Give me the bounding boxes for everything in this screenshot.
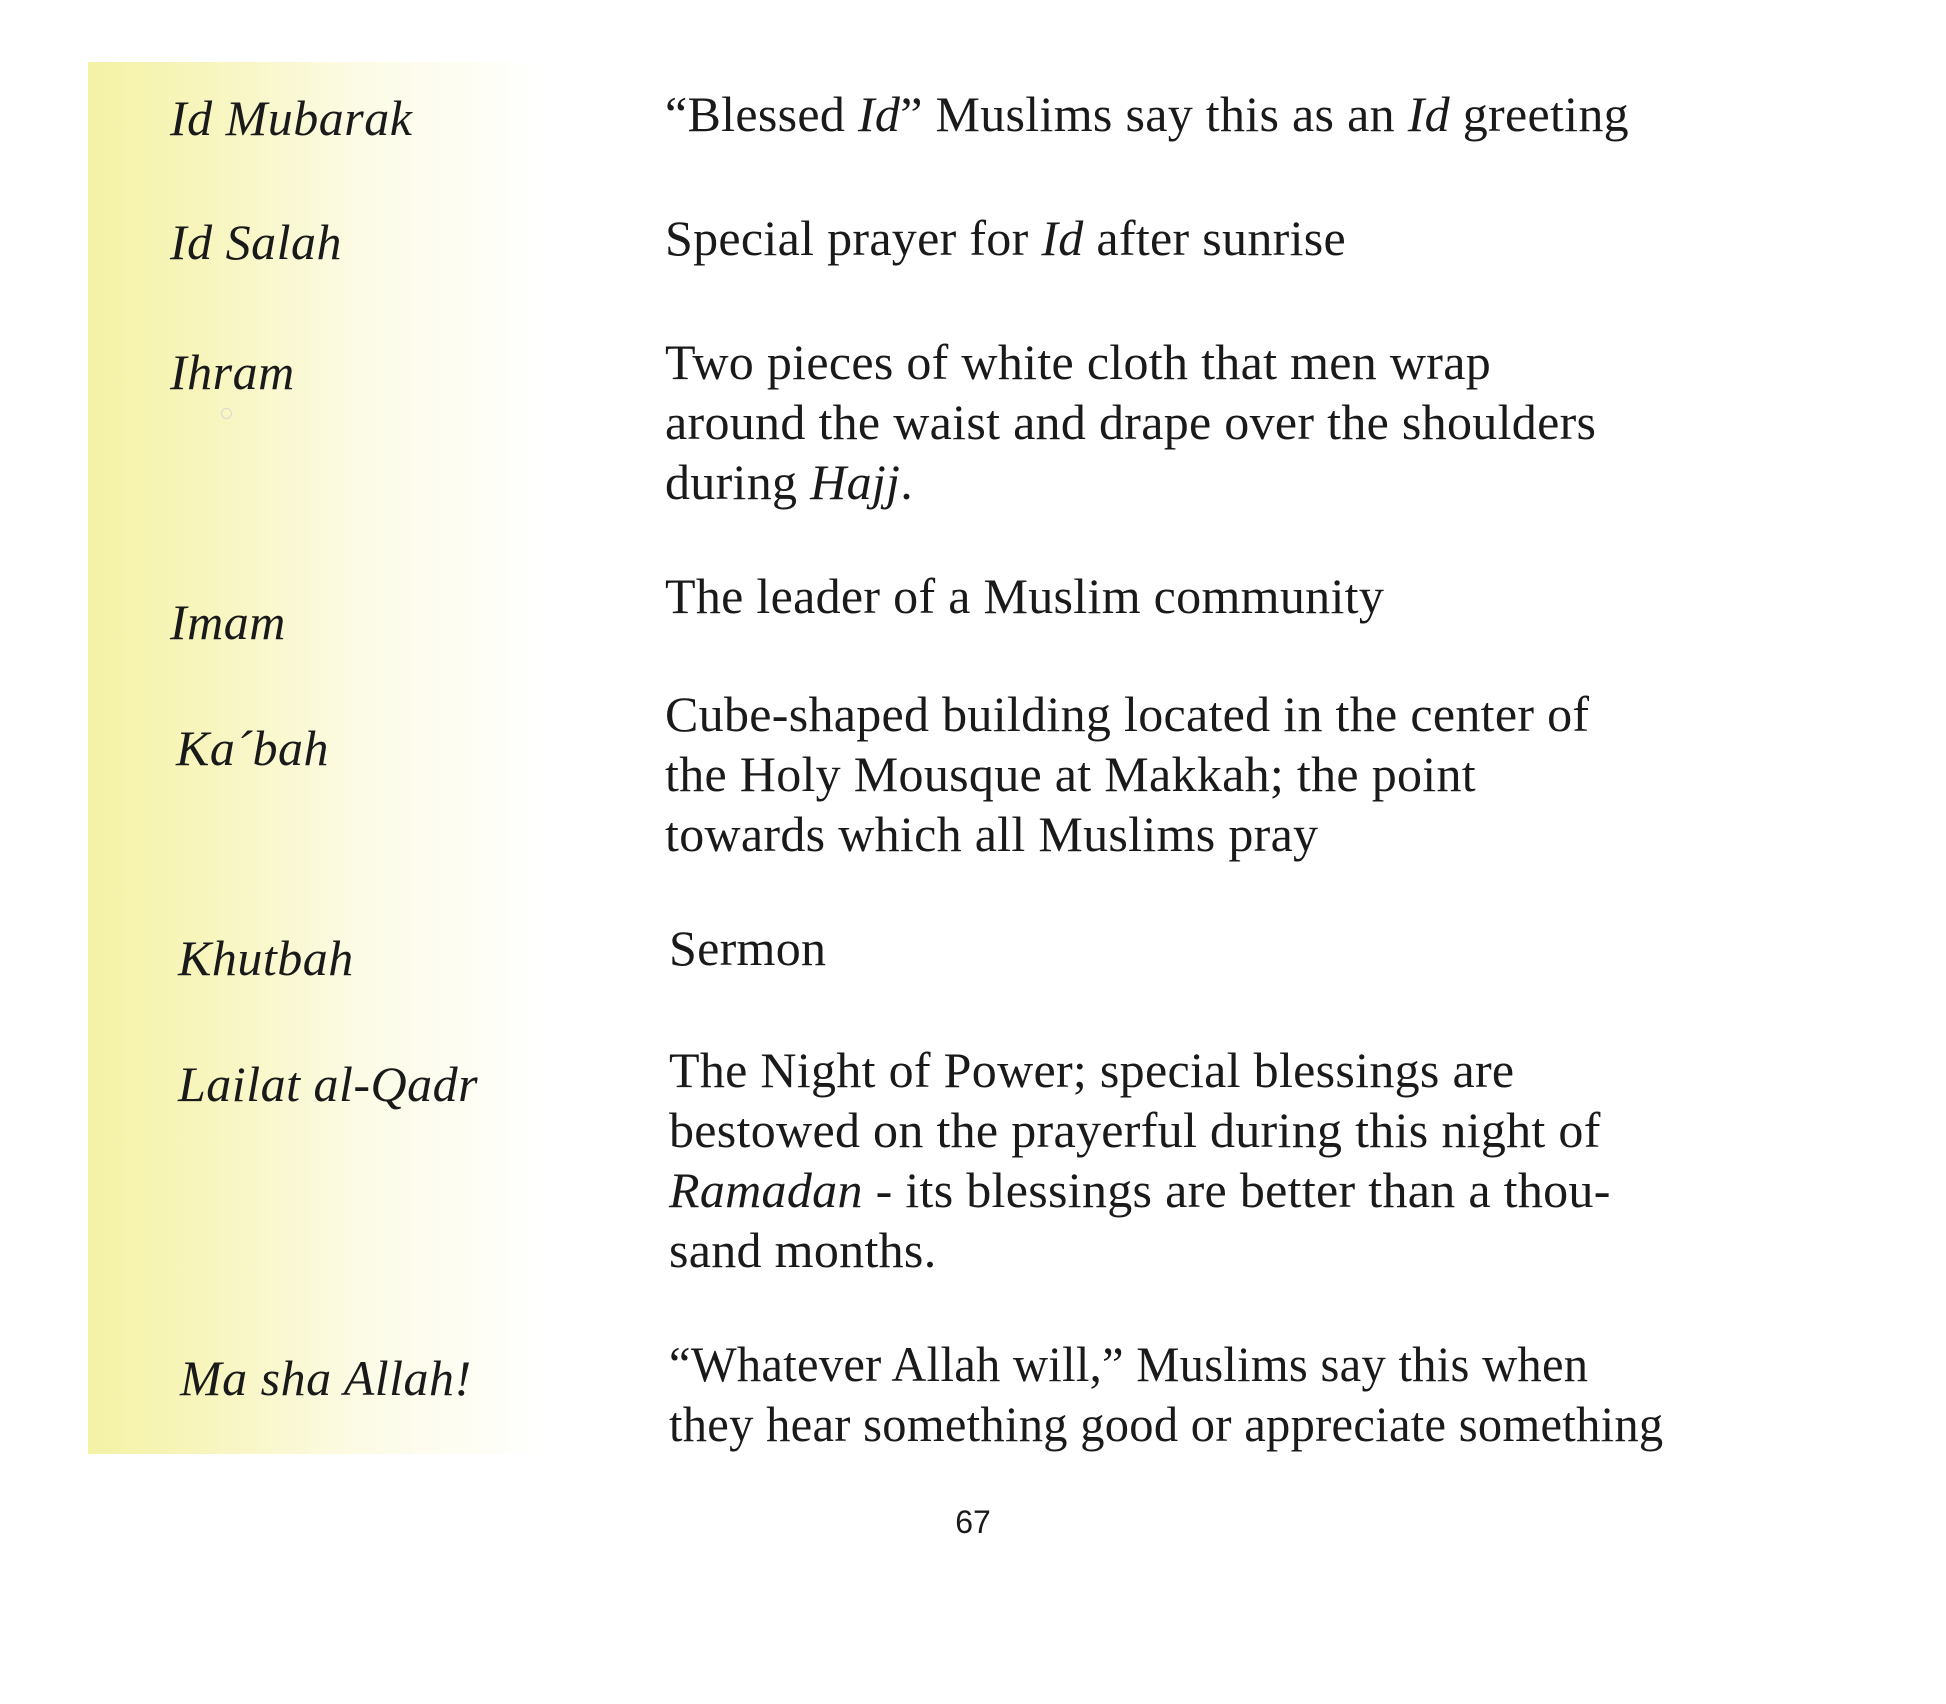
- glossary-term: Imam: [170, 594, 286, 650]
- definition-text: Cube-shaped building located in the center of: [665, 686, 1590, 742]
- definition-line: [665, 566, 1384, 626]
- glossary-definition: [665, 684, 1589, 864]
- definition-text: Sermon: [669, 920, 827, 976]
- glossary-term: Khutbah: [178, 930, 354, 986]
- italic-term: Id: [1041, 210, 1084, 266]
- glossary-term: Ihram: [170, 344, 295, 400]
- definition-line: [669, 1220, 1611, 1280]
- definition-line: [665, 332, 1596, 392]
- italic-term: Hajj: [810, 454, 901, 510]
- definition-text: the Holy Mousque at Makkah; the point: [665, 746, 1476, 802]
- definition-line: [669, 1394, 1663, 1454]
- glossary-definition: [665, 208, 1346, 268]
- definition-line: [669, 1334, 1663, 1394]
- definition-line: [669, 1040, 1611, 1100]
- definition-text: - its blessings are better than a thou-: [862, 1162, 1611, 1218]
- definition-line: [669, 1100, 1611, 1160]
- definition-text: sand months.: [669, 1222, 937, 1278]
- glossary-definition: [665, 84, 1629, 144]
- definition-line: [665, 84, 1629, 144]
- glossary-term: Id Salah: [170, 214, 343, 270]
- definition-text: after sunrise: [1083, 210, 1347, 266]
- definition-text: .: [900, 454, 914, 510]
- definition-line: [669, 1160, 1611, 1220]
- definition-text: during: [665, 454, 811, 510]
- italic-term: Id: [1407, 86, 1450, 142]
- definition-line: [665, 452, 1596, 512]
- italic-term: Id: [857, 86, 901, 142]
- glossary-term: Ma sha Allah!: [180, 1350, 472, 1406]
- glossary-definition: [669, 918, 826, 978]
- glossary-term: Lailat al-Qadr: [178, 1056, 479, 1112]
- definition-text: The leader of a Muslim community: [665, 568, 1385, 624]
- definition-text: Two pieces of white cloth that men wrap: [665, 334, 1492, 390]
- definition-text: they hear something good or appreciate something: [669, 1396, 1664, 1452]
- page-number: 67: [955, 1504, 991, 1540]
- definition-line: [669, 918, 826, 978]
- definition-text: ” Muslims say this as an: [900, 86, 1408, 142]
- glossary-term: Ka´bah: [176, 720, 329, 776]
- definition-line: [665, 392, 1596, 452]
- definition-line: [665, 804, 1589, 864]
- scan-speck: [221, 408, 232, 419]
- definition-text: greeting: [1449, 86, 1629, 142]
- glossary-definition: [669, 1334, 1663, 1454]
- definition-text: “Whatever Allah will,” Muslims say this when: [669, 1336, 1589, 1392]
- definition-line: [665, 684, 1589, 744]
- glossary-term: Id Mubarak: [170, 90, 413, 146]
- glossary-definition: [665, 566, 1384, 626]
- definition-text: “Blessed: [665, 86, 858, 142]
- definition-line: [665, 744, 1589, 804]
- glossary-definition: [665, 332, 1596, 512]
- definition-text: towards which all Muslims pray: [665, 806, 1319, 862]
- definition-line: [665, 208, 1346, 268]
- glossary-definition: [669, 1040, 1611, 1280]
- definition-text: Special prayer for: [665, 210, 1042, 266]
- definition-text: The Night of Power; special blessings are: [669, 1042, 1515, 1098]
- italic-term: Ramadan: [669, 1162, 863, 1218]
- definition-text: around the waist and drape over the shoulders: [665, 394, 1597, 450]
- definition-text: bestowed on the prayerful during this night of: [669, 1102, 1601, 1158]
